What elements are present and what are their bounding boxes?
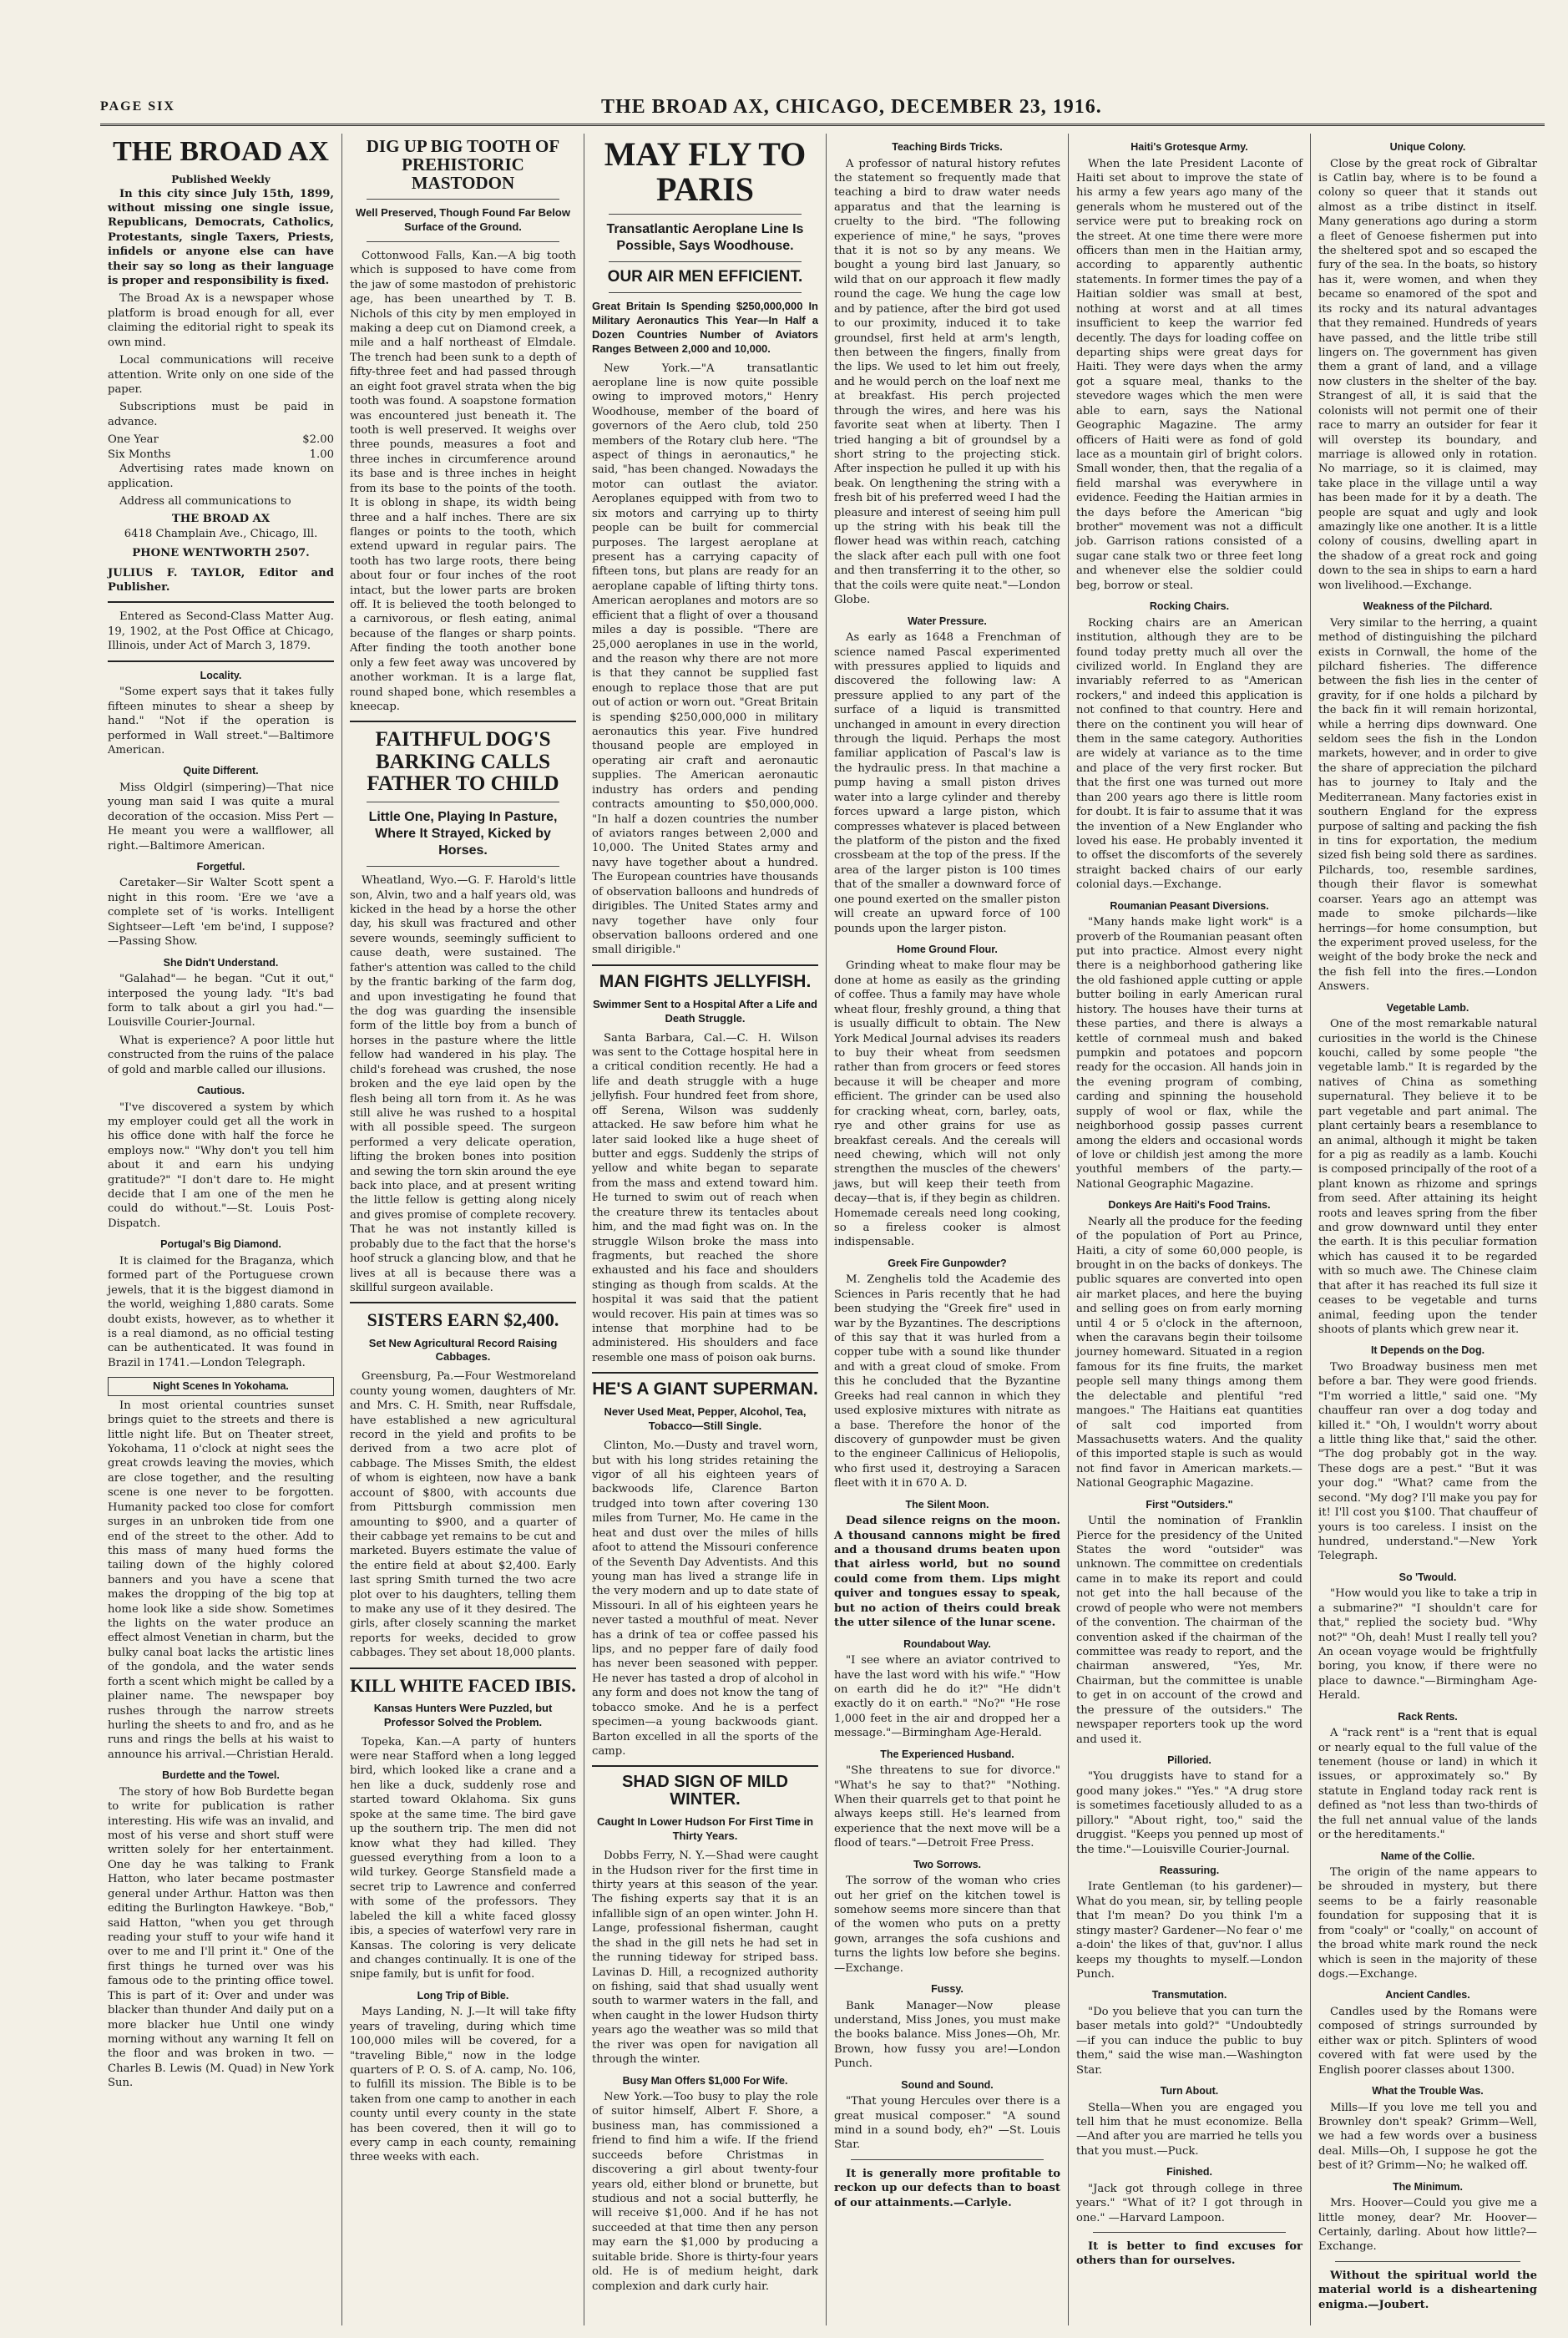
jellyfish-headline: MAN FIGHTS JELLYFISH. bbox=[599, 971, 812, 991]
item-body: What is experience? A poor little hut constructed from the ruins of the palace of gold and marble called our illusions. bbox=[108, 1034, 334, 1076]
mastodon-headline: DIG UP BIG TOOTH OF PREHISTORIC MASTODON bbox=[366, 136, 560, 194]
shad-deck: Caught In Lower Hudson For First Time in Thirty Years. bbox=[596, 1815, 814, 1843]
ibis-body: Topeka, Kan.—A party of hunters were near Stafford when a long legged bird, which looked like a crane and a hen like a duck, suddenly rose and started toward Oklahoma. Six guns spoke at the same time. The bird gave up the southern trip. The men did not know what they had killed. They guessed everything from a loon to a wild turkey. George Stansfield made a secret trip to Lawrence and conferred with some of the professors. They labeled the kill a white faced glossy ibis, a species of waterfowl very rare in Kansas. The coloring is very delicate and changes continually. It is one of the snipe family, but is unfit for food. bbox=[350, 1735, 576, 1981]
item-body: As early as 1648 a Frenchman of science named Pascal experimented with pressures applied to liquids and discovered the following law: A pressure applied to any part of the surface of a liquid is transmitted unchanged in amount in every direction through the liquid. Perhaps the most familiar application of Pascal's law is the hydraulic press. In that machine a pump having a small piston drives water into a large cylinder and thereby forces upward a large piston, which compresses whatever is placed between the platform of the piston and the fixed crossbeam at the top of the press. If the area of the larger piston is 100 times that of the smaller a downward force of one pound exerted on the smaller piston will create an upward force of 100 pounds upon the larger piston. bbox=[834, 631, 1060, 935]
item-head: Weakness of the Pilchard. bbox=[1363, 600, 1493, 613]
col5-item bbox=[1076, 1498, 1302, 1747]
col5-item bbox=[1076, 2084, 1302, 2158]
mastodon-deck: Well Preserved, Though Found Far Below Surface of the Ground. bbox=[356, 206, 570, 234]
address-text: Address all communications to bbox=[119, 494, 291, 508]
divider bbox=[108, 601, 334, 603]
six-months-label: Six Months bbox=[108, 448, 171, 461]
col1-item bbox=[108, 669, 334, 758]
newspaper-page bbox=[100, 90, 1545, 2328]
item-head: Portugal's Big Diamond. bbox=[160, 1238, 281, 1251]
divider bbox=[851, 2159, 1044, 2160]
col6-item bbox=[1318, 2084, 1537, 2174]
six-months-price: 1.00 bbox=[309, 448, 334, 461]
column-6 bbox=[1311, 134, 1545, 2325]
col6-item bbox=[1318, 2269, 1537, 2312]
sisters-body: Greensburg, Pa.—Four Westmoreland county young women, daughters of Mr. and Mrs. C. H. Smith, near Ruffsdale, have established a new agricultural record in the yield and profits to be derived from a two acre plot of cabbage. The Misses Smith, the eldest of whom is eighteen, now have a bank account of $800, with accounts due from Pittsburgh commission men amounting to $900, and a quarter of their cabbage yet remains to be cut and marketed. Buyers estimate the value of the entire field at about $2,400. Early last spring Smith turned the two acre plot over to his daughters, telling them to make any use of it they desired. The girls, after closely scanning the market reports for weeks, decided to grow cabbages. They set about 18,000 plants. bbox=[350, 1370, 576, 1660]
item-body: A professor of natural history refutes the statement so frequently made that teaching a bird to draw water needs apparatus and that the learning is cruelty to the bird. "The following experience of mine," he says, "proves that it is not so by any means. We bought a young bird last January, so wild that on our approach it flew madly round the cage. We hung the cage low and by patience, after the bird got used to our proximity, induced it to take groundsel, first held at arm's length, then between the fingers, finally from the lips. We used to let him out freely, and he would perch on the loaf next me at breakfast. His perch projected through the wires, and here was his favorite seat when at liberty. Then I tried hanging a bit of groundsel by a short string to the projecting stick. After inspection he pulled it up with his beak. On lengthening the string with a fresh bit of his preferred weed I had the pleasure and interest of seeing him pull up the string with his beak till the flower head was within reach, catching the slack after each pull with one foot and then transferring it to the other, so that the coils were quite neat."—London Globe. bbox=[834, 157, 1060, 607]
item-head: Home Ground Flour. bbox=[897, 943, 998, 955]
item-head: What the Trouble Was. bbox=[1372, 2085, 1484, 2098]
item-head: Water Pressure. bbox=[908, 615, 987, 627]
item-head: The Silent Moon. bbox=[905, 1498, 989, 1511]
col6-item bbox=[1318, 1710, 1537, 1843]
dog-body: Wheatland, Wyo.—G. F. Harold's little son, Alvin, two and a half years old, was kicked in the head by a horse the other day, his skull was fractured and other severe wounds, seemingly sufficient to cause death, were sustained. The father's attention was called to the child by the frantic barking of the farm dog, and upon investigating he found that the dog was guarding the insensible form of the little boy from a bunch of horses in the pasture where the little fellow had wandered in his play. The child's forehead was crushed, the nose broken and the eye laid open by the flesh being all torn from it. As he was still alive he was rushed to a hospital with all possible speed. The surgeon performed a very delicate operation, lifting the broken bones into position and sewing the torn skin around the eye back into place, and at present writing the little fellow is getting along nicely and gives promise of complete recovery. That he was not instantly killed is probably due to the fact that the horse's hoof struck a glancing blow, and that he lives at all is because there was a skillful surgeon available. bbox=[350, 874, 576, 1294]
divider bbox=[609, 214, 802, 215]
address-line: 6418 Champlain Ave., Chicago, Ill. bbox=[124, 527, 318, 540]
item-body: The sorrow of the woman who cries out her grief on the kitchen towel is somehow seems more sincere than that of the women who puts on a pretty gown, arranges the sofa cushions and turns the lights low before she begins. —Exchange. bbox=[834, 1875, 1060, 1975]
divider bbox=[367, 241, 559, 242]
price-row-six bbox=[108, 448, 334, 462]
col6-item bbox=[1318, 1850, 1537, 1982]
item-head: Rocking Chairs. bbox=[1149, 600, 1230, 613]
item-head: Pilloried. bbox=[1167, 1754, 1211, 1766]
item-body: A "rack rent" is a "rent that is equal or nearly equal to the full value of the tenement (house or land) in which it issues, or approximately so." By statute in England today rack rent is defined as "not less than two-thirds of the full net annual value of the lands or the hereditaments." bbox=[1318, 1727, 1537, 1842]
divider bbox=[592, 1765, 818, 1767]
item-body: "How would you like to take a trip in a submarine?" "I shouldn't care for that," replied the society bud. "Why not?" "Oh, deah! Must I really tell you? An ocean voyage would be frightfully boring, you know, if there were no place to dawnce."—Birmingham Age-Herald. bbox=[1318, 1587, 1537, 1703]
superman-deck: Never Used Meat, Pepper, Alcohol, Tea, Tobacco—Still Single. bbox=[604, 1405, 807, 1433]
one-year-price: $2.00 bbox=[302, 433, 334, 447]
page-label: PAGE SIX bbox=[100, 99, 175, 114]
masthead bbox=[100, 90, 1545, 126]
col5-item bbox=[1076, 140, 1302, 593]
shad-headline: SHAD SIGN OF MILD WINTER. bbox=[622, 1773, 788, 1809]
col6-item bbox=[1318, 1344, 1537, 1563]
item-body: "I've discovered a system by which my employer could get all the work in his office done with half the force he employs now." "Why don't you tell him about it and earn his undying gratitude?" "I don't dare to. He might decide that I am one of the men he could do without."—St. Louis Post-Dispatch. bbox=[108, 1101, 334, 1230]
item-body: It is claimed for the Braganza, which formed part of the Portuguese crown jewels, that it is the biggest diamond in the world, weighing 1,880 carats. Some doubt exists, however, as to whether it is a real diamond, as no official testing can be authenticated. It was found in Brazil in 1741.—London Telegraph. bbox=[108, 1254, 334, 1369]
item-body: Rocking chairs are an American institution, although they are to be found today pretty much all over the civilized world. In England they are invariably referred to as "American rockers," and indeed this application is not confined to that country. Here and there on the continent you will hear of them in the same category. Authorities are widely at variance as to the time and place of the very first rocker. But that the first one was turned out more than 200 years ago there is little room for doubt. It is fair to assume that it was the invention of a New Englander who loved his ease. He probably invented it to offset the discomforts of the severely straight backed chairs of our early colonial days.—Exchange. bbox=[1076, 616, 1302, 892]
item-body: Nearly all the produce for the feeding of the population of Port au Prince, Haiti, a city of some 60,000 people, is brought in on the backs of donkeys. The public squares are converted into open air market places, and here the buying and selling goes on from early morning until 4 or 5 o'clock in the afternoon, when the caravans begin their toilsome journey homeward. Situated in a region famous for its fine fruits, the market people sell many things among them the delectable and plentiful "red mangoes." The Haitians eat quantities of salt cod imported from Massachusetts waters. And the quality of this imported staple is such as would not find favor in American markets.—National Geographic Magazine. bbox=[1076, 1215, 1302, 1490]
divider bbox=[1093, 2232, 1286, 2233]
item-body: It is better to find excuses for others than for ourselves. bbox=[1076, 2240, 1302, 2268]
col1-item bbox=[108, 764, 334, 853]
phone-text: PHONE WENTWORTH 2507. bbox=[132, 547, 310, 560]
item-head: Ancient Candles. bbox=[1385, 1989, 1470, 2001]
col6-item bbox=[1318, 2180, 1537, 2254]
entered-text: Entered as Second-Class Matter Aug. 19, 1902, at the Post Office at Chicago, Illinois, under Act of March 3, 1879. bbox=[108, 610, 334, 653]
ibis-deck: Kansas Hunters Were Puzzled, but Professor Solved the Problem. bbox=[373, 1701, 553, 1728]
col5-item bbox=[1076, 600, 1302, 893]
col4-item bbox=[834, 1498, 1060, 1631]
column-1 bbox=[100, 134, 342, 2325]
divider bbox=[592, 1372, 818, 1374]
address-name: THE BROAD AX bbox=[171, 513, 271, 526]
divider bbox=[609, 292, 802, 293]
paris-deck: Transatlantic Aeroplane Line Is Possible, Says Woodhouse. bbox=[606, 222, 804, 253]
paris-deck-2: OUR AIR MEN EFFICIENT. bbox=[607, 268, 803, 286]
shad-body: Dobbs Ferry, N. Y.—Shad were caught in the Hudson river for the first time in thirty years at this season of the year. The fishing experts say that it is an infallible sign of an open winter. John H. Lange, professional fisherman, caught the shad in the gill nets he had set in the running tideway for striped bass. Lavinas D. Hill, a recognized authority on fishing, said that shad usually went south to warmer waters in the fall, and when caught in the lower Hudson thirty years ago the weather was so mild that the river was open for navigation all through the winter. bbox=[592, 1850, 818, 2067]
item-body: "You druggists have to stand for a good many jokes." "Yes." "A drug store is sometimes facetiously alluded to as a pillory." "About right, too," said the druggist. "Keeps you penned up most of the time."—Louisville Courier-Journal. bbox=[1076, 1770, 1302, 1856]
col1-item bbox=[108, 1084, 334, 1231]
item-body: It is generally more profitable to reckon up our defects than to boast of our attainments.—Carlyle. bbox=[834, 2167, 1060, 2209]
item-body: When the late President Laconte of Haiti set about to improve the state of his army a few years ago many of the generals whom he mustered out of the service were put to breaking rock on the street. At one time there were more officers than men in the Haitian army, according to apparently authentic statements. In former times the pay of a Haitian soldier was small at best, nothing at worst and at all times insufficient to keep the warrior fed decently. The days for loading coffee on departing ships were great days for Haiti. They were days when the army got a square meal, thanks to the stevedore wages which the men were able to earn, says the National Geographic Magazine. The army officers of Haiti were as fond of gold lace as a mountain girl of bright colors. Small wonder, then, that the regalia of a field marshal was everywhere in evidence. Feeding the Haitian armies in the days before the American "big brother" movement was not a difficult job. Garrison rations consisted of a sugar cane stalk two or three feet long and whenever else the soldier could beg, borrow or steal. bbox=[1076, 157, 1302, 592]
item-body: Irate Gentleman (to his gardener)—What do you mean, sir, by telling people that I'm mean? Do you think I'm a stingy master? Gardener—No fear o' me a-doin' the likes of that, guv'nor. I allus keeps my thoughts to myself.—London Punch. bbox=[1076, 1880, 1302, 1981]
superman-body: Clinton, Mo.—Dusty and travel worn, but with his long strides retaining the vigor of all his eighteen years of backwoods life, Clarence Barton trudged into town after covering 130 miles from Turner, Mo. He came in the heat and dust over the miles of hills afoot to attend the Missouri conference of the Seventh Day Adventists. And this young man has lived a strange life in the very modern and up to date state of Missouri. In all of his eighteen years he never tasted a mouthful of meat. Never has a drink of tea or coffee passed his lips, and no pepper fare of daily food has never been seasoned with pepper. He never has tasted a drop of alcohol in any form and does not know the tang of tobacco smoke. And he is a perfect specimen—a young backwoods giant. Barton excelled in all the sports of the camp. bbox=[592, 1440, 818, 1759]
paris-headline: MAY FLY TO PARIS bbox=[604, 135, 807, 208]
col4-item bbox=[834, 2078, 1060, 2153]
item-body: "Do you believe that you can turn the baser metals into gold?" "Undoubtedly—if you can induce the public to buy them," said the wise man.—Washington Star. bbox=[1076, 2005, 1302, 2077]
item-body: The story of how Bob Burdette began to write for publication is rather interesting. His wife was an invalid, and most of his verse and short stuff were written solely for her entertainment. One day he was talking to Frank Hatton, who later became postmaster general under Arthur. Hatton was then editing the Burlington Hawkeye. "Bob," said Hatton, "when you get through reading your stuff to your wife hand it over to me and I'll print it." One of the first things he turned over was his famous ode to the printing office towel. This is part of it: Over and under was blacker than thunder And daily put on a more blacker hue Until one windy morning without any warning It fell on the floor and was broken in two. —Charles B. Lewis (M. Quad) in New York Sun. bbox=[108, 1785, 334, 2090]
item-body: "Some expert says that it takes fully fifteen minutes to shear a sheep by hand." "Not if the operation is performed in Wall street."—Baltimore American. bbox=[108, 686, 334, 757]
col6-item bbox=[1318, 1001, 1537, 1338]
item-head: Locality. bbox=[200, 669, 242, 681]
item-head: Donkeys Are Haiti's Food Trains. bbox=[1108, 1199, 1271, 1212]
wife-headline: Busy Man Offers $1,000 For Wife. bbox=[622, 2074, 788, 2087]
item-head: Haiti's Grotesque Army. bbox=[1130, 141, 1248, 153]
item-body: The origin of the name appears to be shrouded in mystery, but there seems to be a fairly reasonable foundation for supposing that it is from "coaly" or "coally," on account of the broad white mark round the neck which is seen in the majority of these dogs.—Exchange. bbox=[1318, 1866, 1537, 1981]
item-body: "I see where an aviator contrived to have the last word with his wife." "How on earth did he do it?" "He didn't exactly do it on earth." "No?" "He rose 1,000 feet in the air and dropped her a message."—Birmingham Age-Herald. bbox=[834, 1654, 1060, 1740]
column-2 bbox=[342, 134, 584, 2325]
col4-item bbox=[834, 1748, 1060, 1851]
item-body: Caretaker—Sir Walter Scott spent a night in this room. 'Ere we 'ave a complete set of 'is works. Intelligent Sightseer—Left 'em be'ind, I suppose? —Passing Show. bbox=[108, 877, 334, 949]
item-head: First "Outsiders." bbox=[1146, 1498, 1233, 1511]
price-row-year bbox=[108, 433, 334, 447]
col5-item bbox=[1076, 1988, 1302, 2077]
item-body: Mills—If you love me tell you and Brownley don't speak? Grimm—Well, we had a few words over a business deal. Mills—Oh, I suppose he got the best of it? Grimm—No; he walked off. bbox=[1318, 2101, 1537, 2173]
col1-item bbox=[108, 1769, 334, 2090]
item-body: Dead silence reigns on the moon. A thousand cannons might be fired and a thousand drums beaten upon that airless world, but no sound could come from them. Lips might quiver and tongues essay to speak, but no action of theirs could break the utter silence of the lunar scene. bbox=[834, 1515, 1060, 1630]
column-5 bbox=[1069, 134, 1311, 2325]
item-head: Roumanian Peasant Diversions. bbox=[1110, 899, 1269, 912]
item-head: Night Scenes In Yokohama. bbox=[108, 1377, 334, 1396]
item-head: Vegetable Lamb. bbox=[1386, 1001, 1469, 1014]
jellyfish-deck: Swimmer Sent to a Hospital After a Life and Death Struggle. bbox=[593, 997, 817, 1025]
item-head: It Depends on the Dog. bbox=[1370, 1344, 1485, 1357]
col5-item bbox=[1076, 899, 1302, 1192]
col4-item bbox=[834, 1637, 1060, 1741]
item-head: Name of the Collie. bbox=[1380, 1850, 1475, 1862]
item-head: Quite Different. bbox=[183, 765, 259, 777]
item-head: Rack Rents. bbox=[1398, 1710, 1458, 1723]
dog-headline: FAITHFUL DOG'S BARKING CALLS FATHER TO CHILD bbox=[367, 728, 559, 795]
item-body: "Jack got through college in three years." "What of it? I got through in one." —Harvard Lampoon. bbox=[1076, 2182, 1302, 2224]
column-3 bbox=[584, 134, 827, 2325]
item-body: Bank Manager—Now please understand, Miss Jones, you must make the books balance. Miss Jones—Oh, Mr. Brown, how fussy you are!—London Punch. bbox=[834, 1999, 1060, 2071]
item-body: Mrs. Hoover—Could you give me a little money, dear? Mr. Hoover—Certainly, darling. About how little?—Exchange. bbox=[1318, 2197, 1537, 2254]
item-head: She Didn't Understand. bbox=[163, 956, 279, 969]
item-body: Candles used by the Romans were composed of strings surrounded by either wax or pitch. Splinters of wood covered with fat were used by the English poorer classes about 1300. bbox=[1318, 2005, 1537, 2077]
item-body: Miss Oldgirl (simpering)—That nice young man said I was quite a mural decoration of the occasion. Miss Pert —He meant you were a wallflower, all right.—Baltimore American. bbox=[108, 781, 334, 853]
editor-text: JULIUS F. TAYLOR, Editor and Publisher. bbox=[108, 566, 334, 595]
superman-headline: HE'S A GIANT SUPERMAN. bbox=[592, 1379, 818, 1399]
bible-body: Mays Landing, N. J.—It will take fifty years of traveling, during which time 100,000 miles will be covered, for a "traveling Bible," now in the lodge quarters of P. O. S. of A. camp, No. 106, to fulfill its mission. The Bible is to be taken from one camp to another in each county until every county in the state has been covered, then it will go to every camp in each county, remaining three weeks with each. bbox=[350, 2006, 576, 2164]
item-body: "She threatens to sue for divorce." "What's he say to that?" "Nothing. When their quarrels get to that point he always keeps still. He's learned from experience that the next move will be a flood of tears."—Detroit Free Press. bbox=[834, 1764, 1060, 1850]
jellyfish-body: Santa Barbara, Cal.—C. H. Wilson was sent to the Cottage hospital here in a critical condition recently. He had a life and death struggle with a huge jellyfish. Four hundred feet from shore, off Serena, Wilson was suddenly attacked. He saw before him what he later said looked like a huge sheet of butter and eggs. Suddenly the strips of yellow and white began to separate from the mass and extend toward him. He turned to swim out of reach when the creature threw its tentacles about him, and the mad fight was on. In the struggle Wilson broke the mass into fragments, but reached the shore exhausted and his face and shoulders stinging as though from scalds. At the hospital it was said that the patient would recover. His pain at times was so intense that morphine had to be administered. His shoulders and face resemble one mass of poison oak burns. bbox=[592, 1031, 818, 1364]
item-head: Unique Colony. bbox=[1389, 141, 1466, 153]
divider bbox=[350, 1302, 576, 1303]
dog-deck: Little One, Playing In Pasture, Where It Strayed, Kicked by Horses. bbox=[368, 810, 558, 858]
item-body: "Galahad"— he began. "Cut it out," interposed the young lady. "It's bad form to talk about a girl you had."—Louisville Courier-Journal. bbox=[108, 973, 334, 1030]
item-head: Sound and Sound. bbox=[901, 2078, 994, 2091]
masthead-title: THE BROAD AX, CHICAGO, DECEMBER 23, 1916. bbox=[601, 95, 1102, 118]
sisters-headline: SISTERS EARN $2,400. bbox=[367, 1309, 559, 1331]
item-body: Very similar to the herring, a quaint method of distinguishing the pilchard exists in Cornwall, the home of the pilchard fisheries. The difference between the fish lies in the center of gravity, for if one holds a pilchard by the back fin it will remain horizontal, while a herring dips downward. One seldom sees the fish in the London markets, however, and in order to give the share of appreciation the pilchard has to journey to Italy and the Mediterranean. Many factories exist in southern England for the express purpose of salting and packing the fish in tins for exportation, the medium sized fish being sold there as sardines. Pilchards, too, resemble sardines, though their flavor is somewhat coarser. Years ago an attempt was made to smoke pilchards—like herrings—for home consumption, but the experiment proved useless, for the weight of the body broke the neck and the fish fell into the fires.—London Answers. bbox=[1318, 616, 1537, 994]
col6-item bbox=[1318, 140, 1537, 593]
item-head: Burdette and the Towel. bbox=[162, 1769, 280, 1782]
col6-item bbox=[1318, 1571, 1537, 1703]
published-label: Published Weekly bbox=[171, 173, 271, 185]
col4-item bbox=[834, 615, 1060, 936]
col5-item bbox=[1076, 2165, 1302, 2225]
col5-item bbox=[1076, 1754, 1302, 1857]
col1-item bbox=[108, 860, 334, 949]
item-head: Reassuring. bbox=[1159, 1864, 1220, 1876]
item-body: Without the spiritual world the material world is a disheartening enigma.—Joubert. bbox=[1318, 2269, 1537, 2311]
item-body: "That young Hercules over there is a great musical composer." "A sound mind in a sound body, eh?" —St. Louis Star. bbox=[834, 2095, 1060, 2152]
item-body: In most oriental countries sunset brings quiet to the streets and there is little night life. But on Theater street, Yokohama, 11 o'clock at night sees the great crowds leaving the movies, which are close together, and the resulting scene is one never to be forgotten. Humanity packed too close for comfort surges in an unbroken tide from one end of the street to the other. Add to this mass of many hued forms the tailing down of the highly colored banners and you have a scene that makes the dropping of the big top at home look like a side show. Sometimes the lights on the water produce an effect almost Venetian in charm, but the bulky canal boat lacks the artistic lines of the gondola, and the water sends forth a scent which might be called by a plainer name. The newspaper boy rushes through the narrow streets hurling the sheets to and fro, and as he runs and rings the bells at his waist to announce his arrival.—Christian Herald. bbox=[108, 1399, 334, 1761]
item-head: Forgetful. bbox=[196, 860, 245, 873]
item-body: Grinding wheat to make flour may be done at home as easily as the grinding of coffee. Thus a family may have whole wheat flour, freshly ground, a thing that is usually difficult to obtain. The New York Medical Journal advises its readers to buy their wheat from seedsmen rather than from grocers or feed stores because it will be cheaper and more efficient. The grinder can be used also for cracking wheat, corn, barley, oats, rye and other grains for use as breakfast cereals. And the cereals will need chewing, which will not only strengthen the muscles of the chewers' jaws, but will keep their teeth from decay—that is, if they begin as children. Homemade cereals need long cooking, so a fireless cooker is almost indispensable. bbox=[834, 959, 1060, 1249]
column-4 bbox=[827, 134, 1069, 2325]
col5-item bbox=[1076, 1864, 1302, 1981]
item-body: One of the most remarkable natural curiosities in the world is the Chinese kouchi, called by some people "the vegetable lamb." It is regarded by the natives of China as something supernatural. They believe it to be part vegetable and part animal. The plant certainly bears a resemblance to an animal, although it might be taken for a pig as readily as a lamb. Kouchi is composed principally of the root of a plant known as rhizome and springs from seed. After attaining its height roots and leaves spring from the fiber and grow downward until they enter the earth. It is this peculiar formation which has caused it to be regarded with so much awe. The Chinese claim that after it has reached its full size it ceases to be vegetable and turns animal, feeding upon the tender shoots of plants which grew near it. bbox=[1318, 1018, 1537, 1336]
item-head: The Minimum. bbox=[1392, 2180, 1464, 2193]
wife-body: New York.—Too busy to play the role of suitor himself, Albert F. Shore, a business man, has commissioned a friend to find him a wife. If the friend succeeds before Christmas in discovering a girl about twenty-four years old, either blond or brunette, but studious and not a social butterfly, he will receive $1,000. And if he has not succeeded at that time then any person may earn the $1,000 by producing a suitable bride. Shore is thirty-four years old. He is of medium height, dark complexion and dark curly hair. bbox=[592, 2091, 818, 2293]
item-body: Close by the great rock of Gibraltar is Catlin bay, where is to be found a colony so queer that it stands out almost as a tribe distinct in itself. Many generations ago during a storm a fleet of Genoese fishermen put into the sheltered spot and so escaped the fury of the sea. In the boats, so history has it, were women, and when they became so enamored of the spot and its rocky and its natural advantages that they remained. Hundreds of years have passed, and the little tribe still lingers on. The government has given them a grant of land, and a village now clusters in the shelter of the bay. Strangest of all, it is said that the colonists will not permit one of their race to marry an outsider for fear it will overstep its boundary, and marriage is allowed only in rotation. No marriage, so it is claimed, may take place in the village until a way has been made for it by a death. The people are squat and ugly and look amazingly like one another. It is a little colony of cousins, dwelling apart in the shadow of a great rock and going down to the sea in ships to earn a hard won livelihood.—Exchange. bbox=[1318, 157, 1537, 592]
paper-name: THE BROAD AX bbox=[113, 136, 329, 167]
divider bbox=[1335, 2261, 1520, 2262]
divider bbox=[108, 660, 334, 662]
item-body: M. Zenghelis told the Academie des Sciences in Paris recently that he had been studying the "Greek fire" used in war by the Byzantines. The descriptions of this say that it was hurled from a copper tube with a sound like thunder and with a great cloud of smoke. From this he concluded that the Byzantine Greeks had real cannon in which they used explosive mixtures with nitrate as a base. Therefore the honor of the discovery of gunpowder must be given to the engineer Callinicus of Heliopolis, who first used it, destroying a Saracen fleet with it in 670 A. D. bbox=[834, 1273, 1060, 1490]
item-head: The Experienced Husband. bbox=[880, 1748, 1014, 1760]
item-head: Turn About. bbox=[1160, 2085, 1219, 2098]
item-body: Until the nomination of Franklin Pierce for the presidency of the United States the word "outsider" was unknown. The committee on credentials came in to make its report and could not get into the hall because of the crowd of people who were not members of the convention. The chairman of the convention asked if the chairman of the committee was ready to report, and the chairman answered, "Yes, Mr. Chairman, but the committee is unable to get in on account of the crowd and the pressure of the outsiders." The newspaper reporters took up the word and used it. bbox=[1076, 1515, 1302, 1746]
platform-text: The Broad Ax is a newspaper whose platform is broad enough for all, ever claiming the editorial right to speak its own mind. bbox=[108, 292, 334, 349]
divider bbox=[367, 199, 559, 200]
divider bbox=[350, 721, 576, 722]
paris-body: New York.—"A transatlantic aeroplane line is now quite possible owing to improved motors," Henry Woodhouse, member of the board of governors of the Aero club, told 250 members of the Rotary club here. "The aspect of things in aeronautics," he said, "has been changed. Nowadays the motor can outlast the aviator. Aeroplanes equipped with from two to six motors and carrying up to thirty people can be built for commercial purposes. The largest aeroplane at present has a carrying capacity of fifteen tons, but plans are ready for an aeroplane capable of lifting thirty tons. American aeroplanes and motors are so efficient that a flight of over a thousand miles a day is possible. "There are 25,000 aeroplanes in use in the world, and the reason why there are not more is that they cannot be supplied fast enough to replace those that are put out of action or worn out. "Great Britain is spending $250,000,000 in military aeronautics this year. Five hundred thousand people are employed in operating air craft and aeronautic supplies. The American aeronautic industry has orders and pending contracts amounting to $50,000,000. "In half a dozen countries the number of aviators ranges between 2,000 and 10,000. The United States army and navy have together about a hundred. The European countries have thousands of observation balloons and hundreds of dirigibles. The United States army and navy together have only four observation balloons ordered and one small dirigible." bbox=[592, 362, 818, 957]
col4-item bbox=[834, 2167, 1060, 2210]
divider bbox=[592, 964, 818, 966]
col1-item bbox=[108, 1034, 334, 1077]
paris-deck-3: Great Britain Is Spending $250,000,000 In Military Aeronautics This Year—In Half a Dozen Countries Number of Aviators Ranges Between 2,000 and 10,000. bbox=[592, 299, 818, 355]
col5-item bbox=[1076, 1198, 1302, 1491]
col6-item bbox=[1318, 1988, 1537, 2077]
one-year-label: One Year bbox=[108, 433, 159, 447]
divider bbox=[367, 866, 559, 867]
divider bbox=[350, 1667, 576, 1669]
divider bbox=[609, 261, 802, 262]
col1-item bbox=[108, 1237, 334, 1370]
item-head: Two Sorrows. bbox=[913, 1858, 982, 1870]
bible-headline: Long Trip of Bible. bbox=[417, 1989, 509, 2001]
col4-item bbox=[834, 1858, 1060, 1976]
item-head: Finished. bbox=[1166, 2166, 1212, 2179]
col4-item bbox=[834, 1982, 1060, 2072]
item-head: Fussy. bbox=[931, 1983, 964, 1996]
item-body: Stella—When you are engaged you tell him that he must economize. Bella —And after you are married he tells you that you must.—Puck. bbox=[1076, 2101, 1302, 2158]
intro-text: In this city since July 15th, 1899, without missing one single issue, Republicans, Democrats, Catholics, Protestants, single Taxers, Priests, infidels or anyone else can have their say so long as their language is proper and responsibility is fixed. bbox=[108, 187, 334, 288]
advertising-text: Advertising rates made known on application. bbox=[108, 463, 334, 490]
item-body: "Many hands make light work" is a proverb of the Roumanian peasant often put into practice. Almost every night there is a neighborhood gathering like the old fashioned apple cutting or apple butter boiling in early American rural history. The houses have their turns at these parties, and there is always a kettle of cornmeal mush and baked pumpkin and potatoes and popcorn ready for the occasion. All hands join in the evening program of combing, carding and spinning the household supply of wool or flax, while the neighborhood gossip passes current among the elders and occasional words of love or childish jest among the more youthful members of the party.—National Geographic Magazine. bbox=[1076, 916, 1302, 1191]
col6-item bbox=[1318, 600, 1537, 994]
subs-text: Subscriptions must be paid in advance. bbox=[108, 401, 334, 428]
mastodon-body: Cottonwood Falls, Kan.—A big tooth which is supposed to have come from the jaw of some mastodon of prehistoric age, has been unearthed by T. B. Nichols of this city by men employed in making a deep cut on Diamond creek, a mile and a half northeast of Elmdale. The trench had been sunk to a depth of fifty-three feet and had passed through an eight foot gravel strata when the big tooth was found. A soapstone formation was encountered just beneath it. The tooth is well preserved. It weighs over three pounds, measures a foot and three inches in circumference around its base and is three inches in height from its base to the points of the tooth. It is oblong in shape, its width being three and a half inches. There are six flanges or points to the tooth, which extend upward in regular pairs. The tooth has two large roots, there being about four or four inches of the root intact, but the lower parts are broken off. It is believed the tooth belonged to a carnivorous, or flesh eating, animal because of the flanges or sharp points. After finding the tooth another bone only a few feet away was uncovered by another workman. It is a large flat, round shaped bone, which resembles a kneecap. bbox=[350, 249, 576, 713]
local-text: Local communications will receive attention. Write only on one side of the paper. bbox=[108, 354, 334, 396]
col4-item bbox=[834, 140, 1060, 608]
col5-item bbox=[1076, 2239, 1302, 2269]
item-body: Two Broadway business men met before a bar. They were good friends. "I'm worried a little," said one. "My chauffeur ran over a dog today and killed it." "Oh, I wouldn't worry about a little thing like that," said the other. "The dog probably got in the way. These dogs are a pest." "But it was your dog." "What? came from the second. "My dog? I'll make you pay for it! I'll cost you $100. That chauffeur of yours is too careless. I insist on the hundred, understand."—New York Telegraph. bbox=[1318, 1360, 1537, 1563]
item-head: Transmutation. bbox=[1151, 1989, 1227, 2001]
ibis-headline: KILL WHITE FACED IBIS. bbox=[350, 1674, 576, 1696]
item-head: Roundabout Way. bbox=[903, 1637, 991, 1650]
item-head: So 'Twould. bbox=[1399, 1571, 1457, 1583]
col1-item bbox=[108, 956, 334, 1030]
item-head: Cautious. bbox=[197, 1085, 245, 1097]
sisters-deck: Set New Agricultural Record Raising Cabbages. bbox=[368, 1336, 558, 1364]
item-head: Greek Fire Gunpowder? bbox=[888, 1257, 1007, 1269]
item-head: Teaching Birds Tricks. bbox=[892, 141, 1003, 153]
columns bbox=[100, 134, 1545, 2325]
col4-item bbox=[834, 1257, 1060, 1491]
col1-item bbox=[108, 1377, 334, 1762]
col4-item bbox=[834, 943, 1060, 1250]
